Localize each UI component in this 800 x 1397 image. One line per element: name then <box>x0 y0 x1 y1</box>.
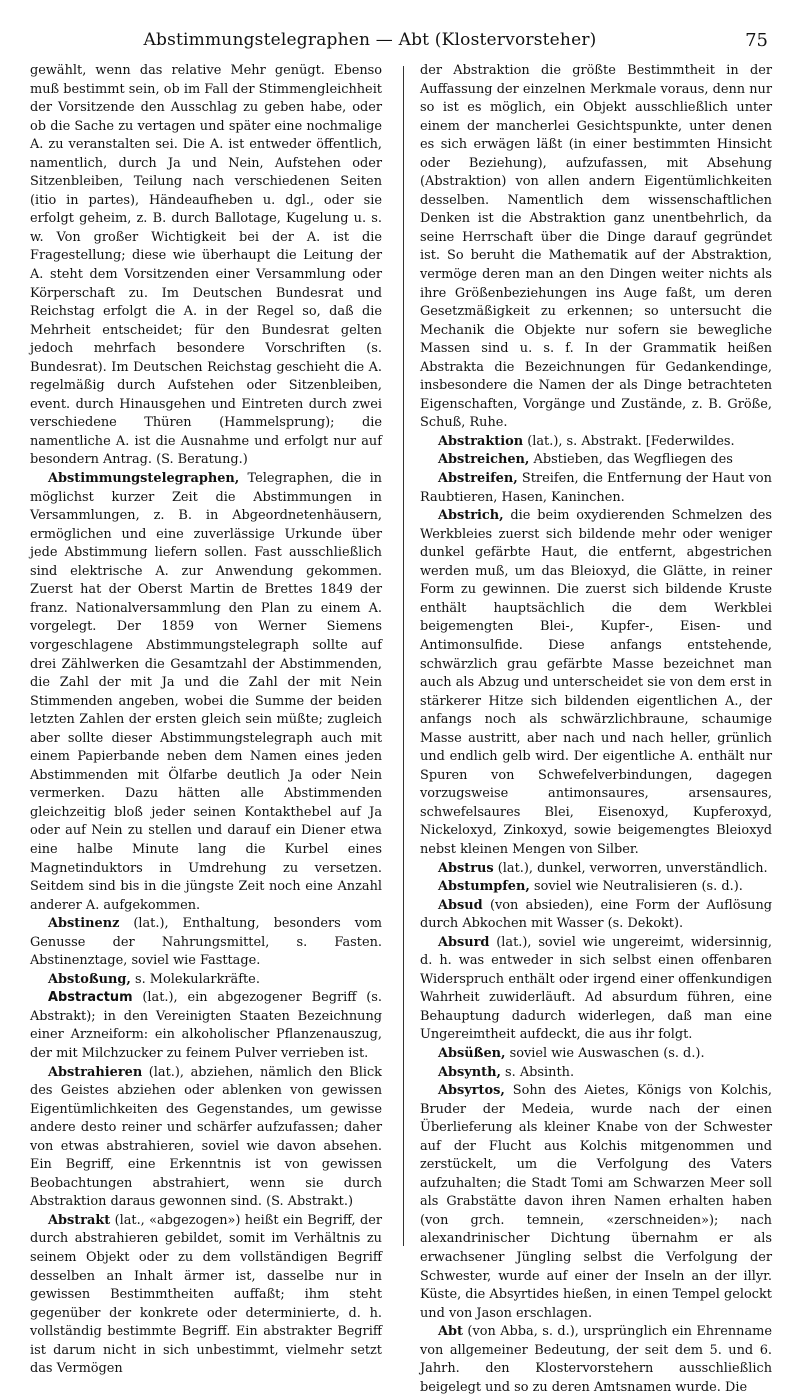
entry-text: gewählt, wenn das relative Mehr genügt. Ebenso muß bestimmt sein, ob im Fall der Stimmengleichheit der Vorsitzende den Ausschlag zu geben habe, oder ob die Sache zu vertagen und später eine nochmalige A. zu veranstalten sei. Die A. ist entweder öffentlich, namentlich, durch Ja und Nein, Aufstehen oder Sitzenbleiben, Teilung nach verschiedenen Seiten (itio in partes), Händeaufheben u. dgl., oder sie erfolgt geheim, z. B. durch Ballotage, Kugelung u. s. w. Von großer Wichtigkeit bei der A. ist die Fragestellung; diese wie überhaupt die Leitung der A. steht dem Vorsitzenden einer Versammlung oder Körperschaft zu. Im Deutschen Bundesrat und Reichstag erfolgt die A. in der Regel so, daß die Mehrheit entscheidet; für den Bundesrat gelten jedoch mehrfach besondere Vorschriften (s. Bundesrat). Im Deutschen Reichstag geschieht die A. regelmäßig durch Aufstehen oder Sitzenbleiben, event. durch Hinausgehen und Eintreten durch zwei verschiedene Thüren (Hammelsprung); die namentliche A. ist die Ausnahme und erfolgt nur auf besondern Antrag. (S. Beratung.) <box>30 63 382 468</box>
dictionary-entry <box>420 878 772 897</box>
entry-text: (lat., «abgezogen») heißt ein Begriff, der durch abstrahieren gebildet, somit im Verhältnis zu seinem Objekt oder zu dem vollständigen Begriff desselben an Inhalt ärmer ist, dasselbe nur in gewissen Bestimmtheiten auffaßt; ihm steht gegenüber der konkrete oder determinierte, d. h. vollständig bestimmte Begriff. Ein abstrakter Begriff ist darum nicht in sich unbestimmt, vielmehr setzt das Vermögen <box>30 1212 382 1377</box>
dictionary-entry <box>30 989 382 1063</box>
dictionary-entry <box>420 934 772 1045</box>
dictionary-entry <box>30 470 382 915</box>
dictionary-entry <box>30 915 382 971</box>
dictionary-entry <box>420 451 772 470</box>
entry-continuation <box>420 62 772 433</box>
entry-text: die beim oxydierenden Schmelzen des Werkbleies zuerst sich bildende mehr oder weniger dunkel gefärbte Haut, die entfernt, abgestrichen werden muß, um das Bleioxyd, die Glätte, in reiner Form zu gewinnen. Die zuerst sich bildende Kruste enthält hauptsächlich die dem Werkblei beigemengten Blei-, Kupfer-, Eisen- und Antimonsulfide. Diese anfangs entstehende, schwärzlich grau gefärbte Masse bezeichnet man auch als Abzug und unterscheidet sie von dem erst in stärkerer Hitze sich bildenden eigentlichen A., der anfangs noch als schwärzlichbraune, schaumige Masse austritt, aber nach und nach heller, grünlich und endlich gelb wird. Der eigentliche A. enthält nur Spuren von Schwefelverbindungen, dagegen vorzugsweise antimonsaures, arsensaures, schwefelsaures Blei, Eisenoxyd, Kupferoxyd, Nickeloxyd, Zinkoxyd, sowie beigemengtes Bleioxyd nebst kleinen Mengen von Silber. <box>420 508 772 857</box>
entry-text: Sohn des Aietes, Königs von Kolchis, Bruder der Medeia, wurde nach der einen Überlieferung als kleiner Knabe von der Schwester auf der Flucht aus Kolchis mitgenommen und zerstückelt, um die Verfolgung des Vaters aufzuhalten; die Stadt Tomi am Schwarzen Meer soll als Grabstätte davon ihren Namen erhalten haben (von grch. temnein, «zerschneiden»); nach alexandrinischer Dichtung übernahm er als erwachsener Jüngling selbst die Verfolgung der Schwester, wurde auf einer der Inseln an der illyr. Küste, die Absyrtides hießen, in einen Tempel gelockt und von Jason erschlagen. <box>420 1083 772 1321</box>
entry-text: (lat.), Enthaltung, besonders vom Genusse der Nahrungsmittel, s. Fasten. Abstinenztage, soviel wie Fasttage. <box>30 916 382 969</box>
page-header <box>26 18 774 58</box>
entry-text: (lat.), dunkel, verworren, unverständlich. <box>493 860 768 876</box>
entry-text: soviel wie Neutralisieren (s. d.). <box>529 879 743 895</box>
entry-text: Telegraphen, die in möglichst kurzer Zeit die Abstimmungen in Versammlungen, z. B. in Abgeordnetenhäusern, ermöglichen und eine zuverlässige Urkunde über jede Abstimmung liefern sollen. Fast ausschließlich sind elektrische A. zur Anwendung gekommen. Zuerst hat der Oberst Martin de Brettes 1849 der franz. Nationalversammlung den Plan zu einem A. vorgelegt. Der 1859 von Werner Siemens vorgeschlagene Abstimmungstelegraph sollte auf drei Zählwerken die Gesamtzahl der Abstimmenden, die Zahl der mit Ja und die Zahl der mit Nein Stimmenden angeben, wobei die Summe der beiden letzten Zahlen der ersten gleich sein müßte; zugleich aber sollte dieser Abstimmungstelegraph auch mit einem Papierbande neben dem Namen eines jeden Abstimmenden mit Ölfarbe deutlich Ja oder Nein vermerken. Dazu hätten alle Abstimmenden gleichzeitig bloß jeder seinen Kontakthebel auf Ja oder auf Nein zu stellen und darauf ein Diener etwa eine halbe Minute lang die Kurbel eines Magnetinduktors in Umdrehung zu versetzen. Seitdem sind bis in die jüngste Zeit noch eine Anzahl anderer A. aufgekommen. <box>30 471 382 913</box>
dictionary-entry <box>420 1323 772 1397</box>
left-column <box>30 62 382 1379</box>
entry-headword: Abstreichen, <box>438 452 530 468</box>
entry-text: der Abstraktion die größte Bestimmtheit in der Auffassung der einzelnen Merkmale voraus, denn nur so ist es möglich, ein Objekt ausschließlich unter einem der mancherlei Gesichtspunkte, unter denen es sich erwägen läßt (in einer bestimmten Hinsicht oder Beziehung), aufzufassen, mit Absehung (Abstraktion) von allen andern Eigentümlichkeiten desselben. Namentlich dem wissenschaftlichen Denken ist die Abstraktion ganz unentbehrlich, da seine Herrschaft über die Dinge darauf gegründet ist. So beruht die Mathematik auf der Abstraktion, vermöge deren man an den Dingen weiter nichts als ihre Größenbeziehungen ins Auge faßt, um deren Gesetzmäßigkeit zu erkennen; so untersucht die Mechanik die Objekte nur sofern sie bewegliche Massen sind u. s. f. In der Grammatik heißen Abstrakta die Bezeichnungen für Gedankendinge, insbesondere die Namen der als Dinge betrachteten Eigenschaften, Vorgänge und Zustände, z. B. Größe, Schuß, Ruhe. <box>420 63 772 431</box>
entry-text: (von Abba, s. d.), ursprünglich ein Ehrenname von allgemeiner Bedeutung, der seit dem 5. und 6. Jahrh. den Klostervorstehern ausschließlich beigelegt und so zu deren Amtsnamen wurde. Die <box>420 1324 772 1395</box>
entry-headword: Abstraktion <box>438 433 524 449</box>
entry-text: (lat.), s. Abstrakt. [Federwildes. <box>523 433 735 449</box>
right-column <box>420 62 772 1397</box>
entry-continuation <box>30 62 382 470</box>
entry-headword: Absüßen, <box>438 1045 506 1061</box>
entry-headword: Absud <box>438 897 483 913</box>
dictionary-entry <box>420 897 772 934</box>
entry-text: s. Absinth. <box>500 1064 575 1080</box>
entry-headword: Abstrich, <box>438 508 504 524</box>
entry-text: soviel wie Auswaschen (s. d.). <box>505 1045 705 1061</box>
dictionary-entry <box>30 1064 382 1212</box>
entry-headword: Absynth, <box>438 1064 501 1080</box>
dictionary-entry <box>420 1082 772 1323</box>
dictionary-entry <box>420 507 772 859</box>
entry-headword: Abstoßung, <box>48 971 131 987</box>
dictionary-entry <box>420 470 772 507</box>
entry-text: s. Molekularkräfte. <box>130 971 260 987</box>
entry-headword: Abstimmungstelegraphen, <box>48 471 240 487</box>
entry-text: Abstieben, das Wegfliegen des <box>529 452 733 468</box>
dictionary-entry <box>30 1212 382 1379</box>
dictionary-entry <box>30 971 382 990</box>
entry-text: (lat.), ein abgezogener Begriff (s. Abstrakt); in den Vereinigten Staaten Bezeichnung einer Arzneiform: ein alkoholischer Pflanzenauszug, der mit Milchzucker zu feinem Pulver verrieben ist. <box>30 990 382 1061</box>
entry-headword: Abstractum <box>48 990 133 1006</box>
entry-headword: Abstumpfen, <box>438 879 530 895</box>
entry-text: Streifen, die Entfernung der Haut von Raubtieren, Hasen, Kaninchen. <box>420 471 772 505</box>
entry-headword: Abstreifen, <box>438 471 518 487</box>
entry-headword: Abstrakt <box>48 1212 111 1228</box>
entry-text: (lat.), abziehen, nämlich den Blick des Geistes abziehen oder ablenken von gewissen Eigentümlichkeiten des Gegenstandes, um gewisse andere desto reiner und schärfer aufzufassen; daher von etwas abstrahieren, soviel wie davon absehen. Ein Begriff, eine Erkenntnis ist von gewissen Beobachtungen abstrahiert, wenn sie durch Abstraktion daraus gewonnen sind. (S. Abstrakt.) <box>30 1064 382 1210</box>
entry-headword: Abstrahieren <box>48 1064 143 1080</box>
entry-headword: Abstinenz <box>48 916 120 932</box>
entry-headword: Abt <box>438 1324 463 1340</box>
dictionary-entry <box>420 433 772 452</box>
dictionary-entry <box>420 1064 772 1083</box>
entry-headword: Absyrtos, <box>438 1083 505 1099</box>
column-divider <box>403 66 404 1246</box>
dictionary-entry <box>420 860 772 879</box>
entry-headword: Absurd <box>438 934 490 950</box>
entry-text: (von absieden), eine Form der Auflösung durch Abkochen mit Wasser (s. Dekokt). <box>420 897 772 932</box>
running-head: Abstimmungstelegraphen — Abt (Klostervorsteher) <box>143 30 597 50</box>
dictionary-entry <box>420 1045 772 1064</box>
entry-text: (lat.), soviel wie ungereimt, widersinnig, d. h. was entweder in sich selbst einen offenbaren Widerspruch enthält oder irgend einer offenkundigen Wahrheit zuwiderläuft. Ad absurdum führen, eine Behauptung dadurch widerlegen, daß man eine Ungereimtheit aufdeckt, die aus ihr folgt. <box>420 934 772 1043</box>
page-number: 75 <box>745 30 768 51</box>
entry-headword: Abstrus <box>438 860 494 876</box>
